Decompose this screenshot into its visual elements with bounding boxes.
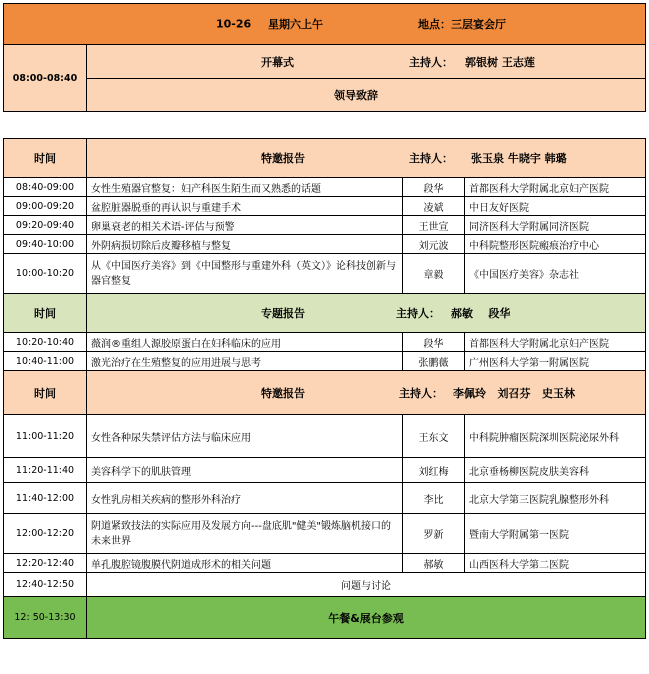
- date-header-row: [4, 4, 646, 45]
- talk-time: 09:20-09:40: [4, 216, 87, 235]
- talk-row: [4, 554, 646, 573]
- session-title: 特邀报告: [261, 386, 305, 400]
- talk-time: 09:40-10:00: [4, 235, 87, 254]
- talk-institution: 中科院肿瘤医院深圳医院泌尿外科: [465, 415, 646, 458]
- talk-time: 10:40-11:00: [4, 352, 87, 371]
- talk-institution: 同济医科大学附属同济医院: [465, 216, 646, 235]
- opening-label: 开幕式: [261, 55, 294, 69]
- opening-host-label: 主持人：: [409, 55, 453, 69]
- talk-time: 10:00-10:20: [4, 254, 87, 294]
- talk-row: [4, 178, 646, 197]
- session-time-label: 时间: [4, 139, 87, 178]
- session-header: [87, 139, 646, 178]
- talk-time: 09:00-09:20: [4, 197, 87, 216]
- talk-row: [4, 483, 646, 514]
- lunch-time: 12: 50-13:30: [4, 597, 87, 639]
- talk-row: [4, 415, 646, 458]
- talk-row: [4, 235, 646, 254]
- talk-speaker: 李比: [403, 483, 465, 514]
- talk-speaker: 章毅: [403, 254, 465, 294]
- session-time-label: 时间: [4, 294, 87, 333]
- talk-speaker: 王世宣: [403, 216, 465, 235]
- opening-time: 08:00-08:40: [4, 45, 87, 112]
- talk-topic: 盆腔脏器脱垂的再认识与重建手术: [87, 197, 403, 216]
- session-host-label: 主持人：: [399, 386, 443, 400]
- talk-speaker: 刘红梅: [403, 458, 465, 483]
- talk-row: [4, 458, 646, 483]
- talk-time: 12:00-12:20: [4, 514, 87, 554]
- talk-topic: 女性生殖器官整复：妇产科医生陌生而又熟悉的话题: [87, 178, 403, 197]
- talk-institution: 中科院整形医院瘢痕治疗中心: [465, 235, 646, 254]
- talk-row: [4, 216, 646, 235]
- session-title: 特邀报告: [261, 152, 305, 165]
- talk-topic: 阴道紧致技法的实际应用及发展方向---盘底肌"健美"锻炼脑机接口的未来世界: [87, 514, 403, 554]
- talk-row: [4, 514, 646, 554]
- session-title: 专题报告: [261, 307, 305, 320]
- talk-topic: 从《中国医疗美容》到《中国整形与重建外科（英文）》论科技创新与器官整复: [87, 254, 403, 294]
- talk-topic: 美容科学下的肌肤管理: [87, 458, 403, 483]
- session-host-label: 主持人：: [396, 307, 440, 320]
- session-header: [87, 294, 646, 333]
- talk-topic: 卵巢衰老的相关术语-评估与预警: [87, 216, 403, 235]
- talk-speaker: 郝敏: [403, 554, 465, 573]
- talk-time: 11:40-12:00: [4, 483, 87, 514]
- talk-institution: 山西医科大学第二医院: [465, 554, 646, 573]
- talk-topic: 外阴病损切除后皮瓣移植与整复: [87, 235, 403, 254]
- talk-topic: 女性各种尿失禁评估方法与临床应用: [87, 415, 403, 458]
- talk-speaker: 王东文: [403, 415, 465, 458]
- session-host-names: 郝敏 段华: [451, 307, 511, 320]
- talk-institution: 中日友好医院: [465, 197, 646, 216]
- date: 10-26: [216, 17, 252, 31]
- date-header: [4, 4, 646, 45]
- talk-topic: 激光治疗在生殖整复的应用进展与思考: [87, 352, 403, 371]
- talk-institution: 首都医科大学附属北京妇产医院: [465, 178, 646, 197]
- talk-row: [4, 197, 646, 216]
- session-host-label: 主持人：: [409, 152, 453, 165]
- opening-row: [4, 45, 646, 79]
- talk-row: [4, 352, 646, 371]
- talk-speaker: 凌斌: [403, 197, 465, 216]
- session-host-names: 李佩玲 刘召芬 史玉林: [453, 386, 575, 400]
- opening-table: [3, 3, 646, 112]
- discussion-label: 问题与讨论: [87, 573, 646, 597]
- talk-institution: 暨南大学附属第一医院: [465, 514, 646, 554]
- speech-row: [4, 79, 646, 112]
- speech-label: 领导致辞: [87, 79, 646, 112]
- lunch-label: 午餐&展台参观: [87, 597, 646, 639]
- talk-time: 12:20-12:40: [4, 554, 87, 573]
- schedule-table: [3, 138, 646, 639]
- talk-speaker: 张鹏薇: [403, 352, 465, 371]
- talk-time: 08:40-09:00: [4, 178, 87, 197]
- location: 地点：三层宴会厅: [418, 18, 506, 31]
- talk-institution: 北京大学第三医院乳腺整形外科: [465, 483, 646, 514]
- talk-topic: 单孔腹腔镜腹膜代阴道成形术的相关问题: [87, 554, 403, 573]
- discussion-time: 12:40-12:50: [4, 573, 87, 597]
- session-header-row: [4, 371, 646, 415]
- opening-host-names: 郭银树 王志莲: [465, 55, 535, 69]
- talk-institution: 北京垂杨柳医院皮肤美容科: [465, 458, 646, 483]
- talk-time: 10:20-10:40: [4, 333, 87, 352]
- talk-institution: 首都医科大学附属北京妇产医院: [465, 333, 646, 352]
- talk-row: [4, 333, 646, 352]
- talk-speaker: 刘元波: [403, 235, 465, 254]
- talk-time: 11:00-11:20: [4, 415, 87, 458]
- weekday: 星期六上午: [268, 18, 323, 31]
- talk-institution: 《中国医疗美容》杂志社: [465, 254, 646, 294]
- session-header: [87, 371, 646, 415]
- discussion-row: [4, 573, 646, 597]
- talk-row: [4, 254, 646, 294]
- talk-institution: 广州医科大学第一附属医院: [465, 352, 646, 371]
- session-header-row: [4, 294, 646, 333]
- talk-topic: 女性乳房相关疾病的整形外科治疗: [87, 483, 403, 514]
- talk-speaker: 罗新: [403, 514, 465, 554]
- session-time-label: 时间: [4, 371, 87, 415]
- session-host-names: 张玉泉 牛晓宇 韩璐: [471, 152, 567, 165]
- lunch-row: [4, 597, 646, 639]
- talk-topic: 薇润®重组人源胶原蛋白在妇科临床的应用: [87, 333, 403, 352]
- talk-speaker: 段华: [403, 333, 465, 352]
- opening-cell: [87, 45, 646, 79]
- talk-speaker: 段华: [403, 178, 465, 197]
- talk-time: 11:20-11:40: [4, 458, 87, 483]
- session-header-row: [4, 139, 646, 178]
